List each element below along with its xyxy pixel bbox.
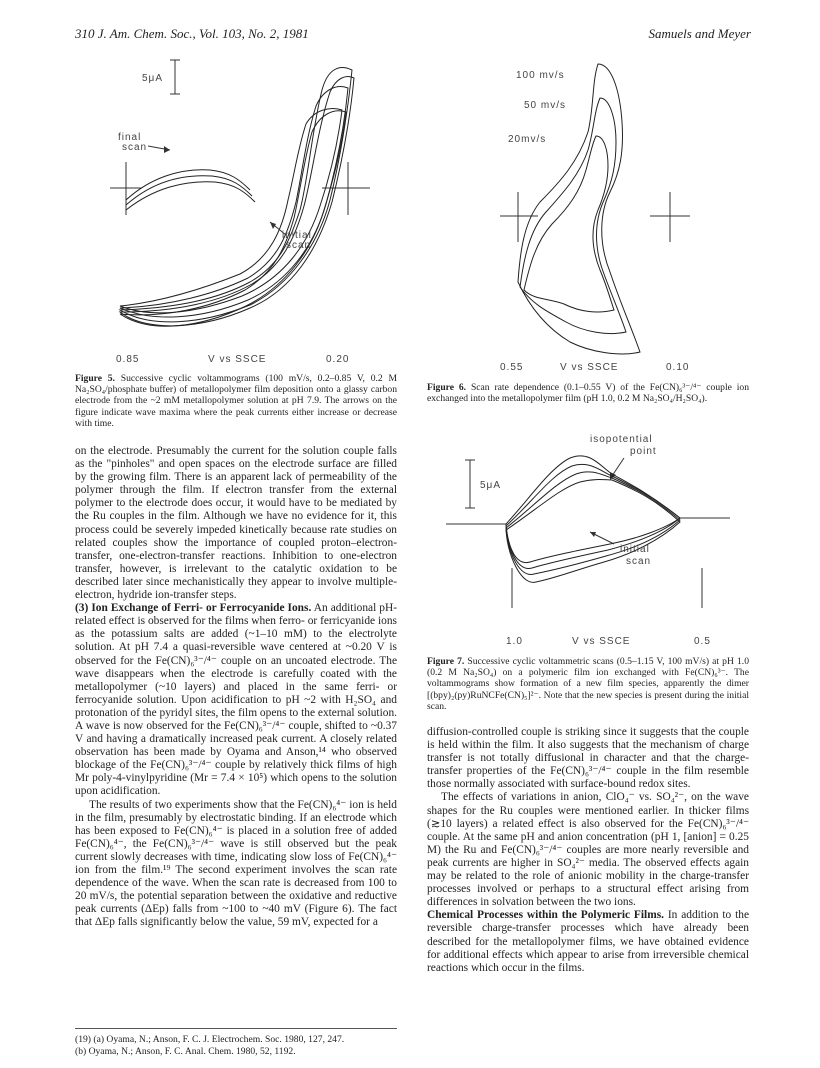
journal-citation: 310 J. Am. Chem. Soc., Vol. 103, No. 2, 1981 bbox=[75, 26, 309, 41]
left-paragraph-1: on the electrode. Presumably the current for the solution couple falls as the "pinholes" and open spaces on the electrode surface are filled by the growing film. There is an apparent lack of permeability of the polymer through the film. If electron transfer from the external polymer to the electrode does occur, it would have to be mediated by the Ru couples in the film. Although we have no evidence for it, this process could be severely impeded kinetically because rate studies on related couples show the importance of coupled proton–electron-transfer, one-electron-transfer reactions. Inhibition to one-electron transfer, however, is irrelevant to the catalytic oxidation to be described later since mechanistically they appear to involve multiple-electron, hydride ion-transfer steps. bbox=[75, 445, 397, 602]
right-paragraph-1: diffusion-controlled couple is striking since it suggests that the couple is held within the film. It also suggests that the mechanism of charge transfer is not totally diffusional in character and that the charge-transfer properties of the Fe(CN)₆³⁻/⁴⁻ couple in the film resemble those normally associated with surface-bound redox sites. bbox=[427, 726, 749, 791]
fig6-x-mid: V vs SSCE bbox=[560, 362, 619, 373]
fig5-x-right: 0.20 bbox=[326, 354, 350, 365]
fig7-initial-label: initial bbox=[620, 544, 650, 555]
figure-5-caption bbox=[75, 373, 397, 429]
fig5-initial-label2: scan bbox=[286, 240, 312, 251]
figure-7 bbox=[440, 428, 740, 653]
footnotes bbox=[75, 1034, 405, 1057]
fig5-x-left: 0.85 bbox=[116, 354, 140, 365]
fig7-x-right: 0.5 bbox=[694, 636, 711, 647]
fig7-iso-label: isopotential bbox=[590, 434, 653, 445]
right-paragraph-3-text: In addition to the reversible charge-transfer processes which have already been described for the metallopolymer films, we have obtained evidence for additional effects which appear to arise from irreversible chemical reactions which occur in the films. bbox=[427, 909, 750, 974]
right-column bbox=[427, 726, 749, 975]
fig5-voltammograms bbox=[120, 67, 354, 326]
fig5-caption-label: Figure 5. bbox=[75, 373, 115, 384]
fig6-x-left: 0.55 bbox=[500, 362, 524, 373]
fig7-x-left: 1.0 bbox=[506, 636, 523, 647]
figure-7-caption bbox=[427, 656, 749, 712]
left-column bbox=[75, 445, 397, 929]
left-paragraph-2-text: An additional pH-related effect is observed for the films when ferro- or ferricyanide ions as the potassium salts are added (~1–10 mM) to the electrolyte solution. At pH 7.4 a quasi-reversible wave centered at ~0.20 V is observed for the Fe(CN)₆³⁻/⁴⁻ couple on an uncoated electrode. The wave disappears when the electrode is carefully coated with the metallopolymer (~10 layers) and placed in the same ferri- or ferrocyanide solution. Upon acidification to pH ~2 with H₂SO₄ and protonation of the pyridyl sites, the film opens to the external solution. A wave is now observed for the Fe(CN)₆³⁻/⁴⁻ couple, shifted to ~0.37 V and having a dramatically increased peak current. A closely related observation has been made by Oyama and Anson,¹⁴ who observed blockage of the Fe(CN)₆³⁻/⁴⁻ couple by relatively thick films of high Mr poly-4-vinylpyridine (Mr = 7.4 × 10⁵) which opens to the solution upon acidification. bbox=[75, 602, 398, 798]
footnote-19b: (b) Oyama, N.; Anson, F. C. Anal. Chem. 1980, 52, 1192. bbox=[75, 1045, 296, 1057]
figure-7-plot bbox=[440, 428, 740, 653]
fig5-caption-text: Successive cyclic voltammograms (100 mV/s, 0.2–0.85 V, 0.2 M Na₂SO₄/phosphate buffer) of metallopolymer film deposition onto a glassy carbon electrode from the ~2 mM metallopolymer solution at pH 7.9. The arrows on the figure indicate wave maxima where the peak currents either increase or decrease with time. bbox=[75, 373, 397, 429]
figure-5-plot bbox=[90, 50, 390, 370]
figure-6 bbox=[480, 52, 720, 377]
section-heading-chemical-processes: Chemical Processes within the Polymeric Films. bbox=[427, 909, 664, 922]
fig7-iso-label2: point bbox=[630, 446, 657, 457]
section-heading-ion-exchange: (3) Ion Exchange of Ferri- or Ferrocyanide Ions. bbox=[75, 602, 312, 615]
figure-5 bbox=[90, 50, 390, 370]
fig6-label-20: 20mv/s bbox=[508, 134, 547, 145]
fig6-caption-label: Figure 6. bbox=[427, 382, 467, 393]
fig5-scale-label: 5μA bbox=[142, 73, 163, 84]
fig6-label-50: 50 mv/s bbox=[524, 100, 567, 111]
fig5-initial-label: initial bbox=[282, 230, 312, 241]
fig7-initial-label2: scan bbox=[626, 556, 652, 567]
fig5-x-mid: V vs SSCE bbox=[208, 354, 267, 365]
fig6-x-right: 0.10 bbox=[666, 362, 690, 373]
fig7-scale-label: 5μA bbox=[480, 480, 501, 491]
figure-6-caption bbox=[427, 382, 749, 404]
fig7-caption-label: Figure 7. bbox=[427, 656, 465, 667]
fig7-voltammograms bbox=[506, 456, 680, 583]
footnote-rule bbox=[75, 1028, 397, 1029]
fig6-caption-text: Scan rate dependence (0.1–0.55 V) of the Fe(CN)₆³⁻/⁴⁻ couple ion exchanged into the metallopolymer film (pH 1.0, 0.2 M Na₂SO₄/H₂SO₄). bbox=[427, 382, 749, 405]
fig5-final-label2: scan bbox=[122, 142, 148, 153]
fig5-final-label: final bbox=[118, 132, 142, 143]
footnote-19a: (19) (a) Oyama, N.; Anson, F. C. J. Electrochem. Soc. 1980, 127, 247. bbox=[75, 1034, 345, 1045]
running-head bbox=[75, 26, 751, 46]
left-paragraph-3: The results of two experiments show that the Fe(CN)₆⁴⁻ ion is held in the film, presumably by electrostatic binding. If an electrode which has been exposed to Fe(CN)₆⁴⁻ is placed in a solution free of added Fe(CN)₆⁴⁻, the Fe(CN)₆³⁻/⁴⁻ wave is still observed but the peak current slowly decreases with time, indicating slow loss of Fe(CN)₆⁴⁻ ion from the film.¹⁹ The second experiment involves the scan rate dependence of the wave. When the scan rate is decreased from 100 to 20 mV/s, the potential separation between the oxidative and reductive peak currents (ΔEp) falls from ~100 to ~40 mV (Figure 6). The fact that ΔEp falls significantly below the value, 59 mV, expected for a bbox=[75, 798, 397, 929]
fig6-label-100: 100 mv/s bbox=[516, 70, 565, 81]
right-paragraph-2: The effects of variations in anion, ClO₄⁻ vs. SO₄²⁻, on the wave shapes for the Ru couples were mentioned earlier. In thicker films (≳10 layers) a related effect is also observed for the Fe(CN)₆³⁻/⁴⁻ couple. At the same pH and anion concentration (pH 1, [anion] = 0.25 M) the Ru and Fe(CN)₆³⁻/⁴⁻ couples are more nearly reversible and peak currents are higher in SO₄²⁻ media. The observed effects again may be related to the role of anionic mobility in the charge-transfer processes involved or perhaps to a structural effect arising from differences in solvation between the two ions. bbox=[427, 791, 749, 909]
fig7-caption-text: Successive cyclic voltammetric scans (0.5–1.15 V, 100 mV/s) at pH 1.0 (0.2 M Na₂SO₄) on a polymeric film ion exchanged with Fe(CN)₆³⁻. The voltammograms show formation of a new film species, apparently the dimer [(bpy)₂(py)RuNCFe(CN)₅]²⁻. Note that the new species is present during the initial scan. bbox=[427, 656, 749, 712]
figure-6-plot bbox=[480, 52, 720, 377]
fig7-x-mid: V vs SSCE bbox=[572, 636, 631, 647]
authors: Samuels and Meyer bbox=[648, 26, 751, 41]
